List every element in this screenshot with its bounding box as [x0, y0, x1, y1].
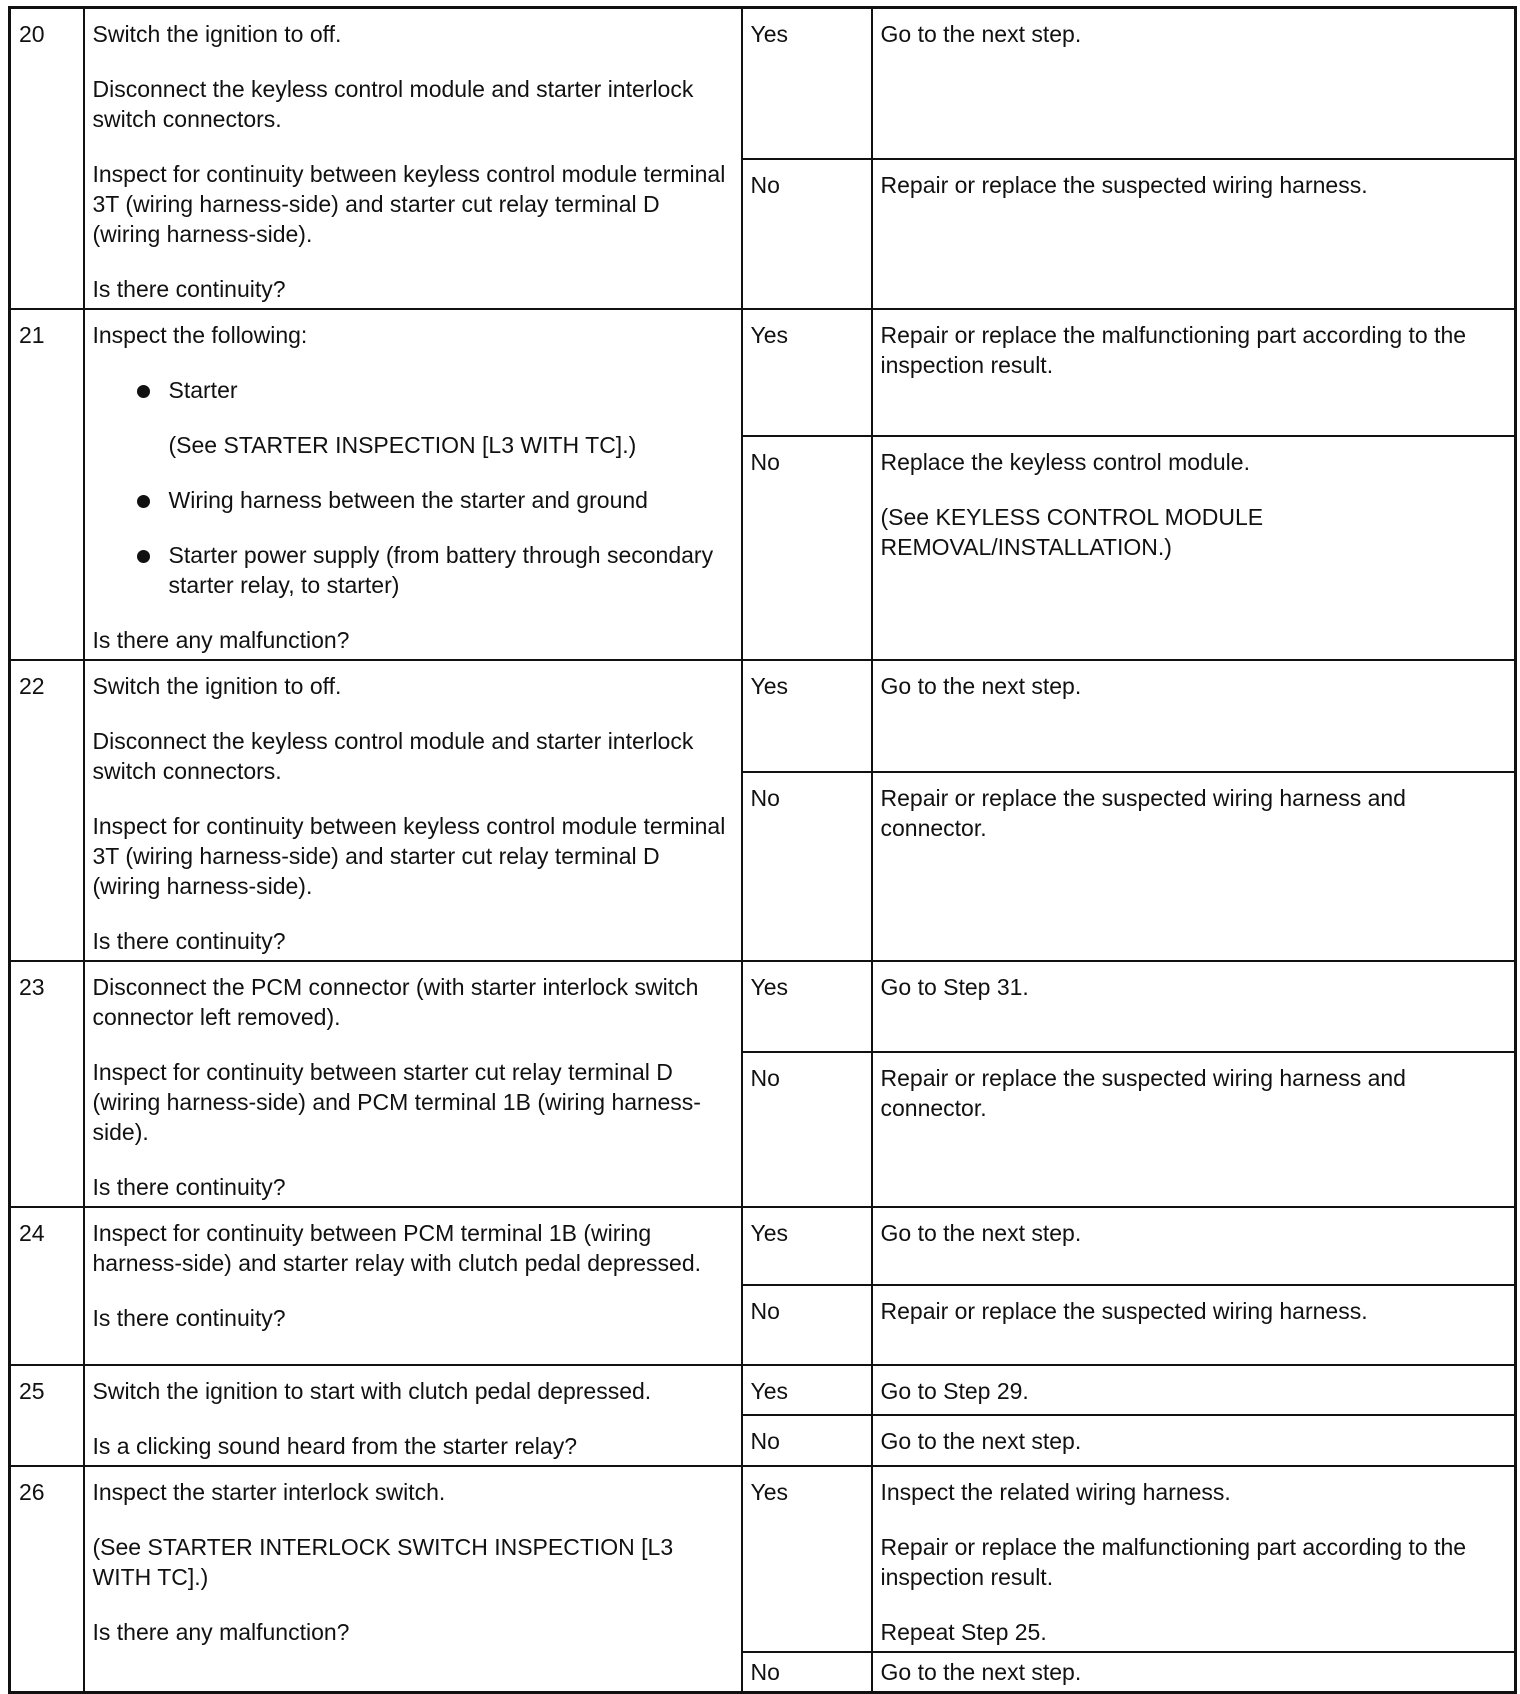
- yes-label: Yes: [742, 1365, 872, 1415]
- result-text: Go to Step 31.: [880, 974, 1029, 1000]
- yes-result: [872, 1207, 1516, 1285]
- step-row: [10, 8, 1516, 159]
- action-text: Disconnect the keyless control module and starter interlock switch connectors.: [92, 76, 694, 132]
- yes-result: [872, 309, 1516, 436]
- yes-label: Yes: [742, 309, 872, 436]
- step-action: [84, 1466, 742, 1693]
- list-item-text: Starter: [168, 377, 238, 403]
- list-item-text: Wiring harness between the starter and ground: [168, 487, 648, 513]
- step-action: [84, 1207, 742, 1365]
- action-question: Is there continuity?: [92, 1174, 286, 1200]
- yes-result: [872, 660, 1516, 772]
- step-number: 21: [10, 309, 84, 660]
- action-question: Is there continuity?: [92, 276, 286, 302]
- no-result: [872, 1285, 1516, 1365]
- no-label: No: [742, 1285, 872, 1365]
- no-result: [872, 159, 1516, 309]
- action-text: Inspect the following:: [92, 322, 308, 348]
- step-number: 20: [10, 8, 84, 310]
- action-text: Inspect for continuity between keyless control module terminal 3T (wiring harness-side) and starter cut relay terminal D (wiring harness-side).: [92, 813, 726, 899]
- yes-result: [872, 961, 1516, 1052]
- yes-label: Yes: [742, 660, 872, 772]
- action-question: Is there any malfunction?: [92, 627, 350, 653]
- action-text: Inspect the starter interlock switch.: [92, 1479, 446, 1505]
- action-text: Disconnect the PCM connector (with starter interlock switch connector left removed).: [92, 974, 699, 1030]
- no-label: No: [742, 1415, 872, 1466]
- action-text: Switch the ignition to off.: [92, 673, 342, 699]
- step-row: [10, 1466, 1516, 1652]
- step-action: [84, 309, 742, 660]
- result-text: Go to Step 29.: [880, 1378, 1029, 1404]
- step-action: [84, 961, 742, 1207]
- result-text: Go to the next step.: [880, 1220, 1082, 1246]
- action-text: Inspect for continuity between keyless control module terminal 3T (wiring harness-side) and starter cut relay terminal D (wiring harness-side).: [92, 161, 726, 247]
- no-result: [872, 436, 1516, 660]
- yes-result: [872, 8, 1516, 159]
- no-result: [872, 1052, 1516, 1207]
- action-question: Is there any malfunction?: [92, 1619, 350, 1645]
- step-number: 26: [10, 1466, 84, 1693]
- action-text: Switch the ignition to off.: [92, 21, 342, 47]
- result-text: Inspect the related wiring harness.: [880, 1479, 1231, 1505]
- inspection-list: [93, 375, 733, 600]
- result-text: Repeat Step 25.: [880, 1619, 1047, 1645]
- result-text: Go to the next step.: [880, 1659, 1082, 1685]
- diagnostic-steps-table: [8, 6, 1517, 1694]
- result-text: Repair or replace the suspected wiring harness.: [880, 171, 1368, 198]
- result-text: Repair or replace the suspected wiring harness and connector.: [880, 1065, 1406, 1122]
- no-label: No: [742, 1652, 872, 1693]
- action-question: Is a clicking sound heard from the starter relay?: [92, 1433, 578, 1459]
- action-text: Inspect for continuity between PCM terminal 1B (wiring harness-side) and starter relay with clutch pedal depressed.: [92, 1220, 702, 1276]
- step-row: [10, 660, 1516, 772]
- result-text: Go to the next step.: [880, 21, 1082, 47]
- action-text: (See STARTER INTERLOCK SWITCH INSPECTION [L3 WITH TC].): [92, 1534, 674, 1590]
- step-row: [10, 961, 1516, 1052]
- no-result: [872, 772, 1516, 961]
- yes-label: Yes: [742, 1466, 872, 1652]
- result-text: Replace the keyless control module.: [880, 449, 1250, 475]
- action-text: Switch the ignition to start with clutch pedal depressed.: [92, 1378, 652, 1404]
- step-number: 23: [10, 961, 84, 1207]
- action-question: Is there continuity?: [92, 928, 286, 954]
- step-action: [84, 1365, 742, 1466]
- step-action: [84, 8, 742, 310]
- list-item: [137, 375, 733, 460]
- step-row: [10, 309, 1516, 436]
- list-item: [137, 485, 733, 515]
- yes-label: Yes: [742, 8, 872, 159]
- no-result: [872, 1415, 1516, 1466]
- result-text: Repair or replace the malfunctioning part according to the inspection result.: [880, 1534, 1467, 1590]
- result-text: (See KEYLESS CONTROL MODULE REMOVAL/INSTALLATION.): [880, 504, 1264, 560]
- no-label: No: [742, 1052, 872, 1207]
- step-action: [84, 660, 742, 961]
- yes-result: [872, 1466, 1516, 1652]
- action-question: Is there continuity?: [92, 1305, 286, 1331]
- step-number: 25: [10, 1365, 84, 1466]
- yes-label: Yes: [742, 961, 872, 1052]
- list-item-text: Starter power supply (from battery through secondary starter relay, to starter): [168, 542, 714, 598]
- list-item-note: (See STARTER INSPECTION [L3 WITH TC].): [168, 432, 637, 458]
- step-number: 24: [10, 1207, 84, 1365]
- no-label: No: [742, 772, 872, 961]
- action-text: Disconnect the keyless control module and starter interlock switch connectors.: [92, 728, 694, 784]
- no-label: No: [742, 159, 872, 309]
- result-text: Repair or replace the suspected wiring harness and connector.: [880, 784, 1406, 841]
- result-text: Repair or replace the suspected wiring harness.: [880, 1298, 1368, 1324]
- step-row: [10, 1207, 1516, 1285]
- yes-result: [872, 1365, 1516, 1415]
- list-item: [137, 540, 733, 600]
- step-row: [10, 1365, 1516, 1415]
- yes-label: Yes: [742, 1207, 872, 1285]
- result-text: Repair or replace the malfunctioning part according to the inspection result.: [880, 322, 1467, 378]
- no-result: [872, 1652, 1516, 1693]
- result-text: Go to the next step.: [880, 1427, 1082, 1454]
- step-number: 22: [10, 660, 84, 961]
- result-text: Go to the next step.: [880, 673, 1082, 699]
- action-text: Inspect for continuity between starter cut relay terminal D (wiring harness-side) and PCM terminal 1B (wiring harness-side).: [92, 1059, 701, 1145]
- no-label: No: [742, 436, 872, 660]
